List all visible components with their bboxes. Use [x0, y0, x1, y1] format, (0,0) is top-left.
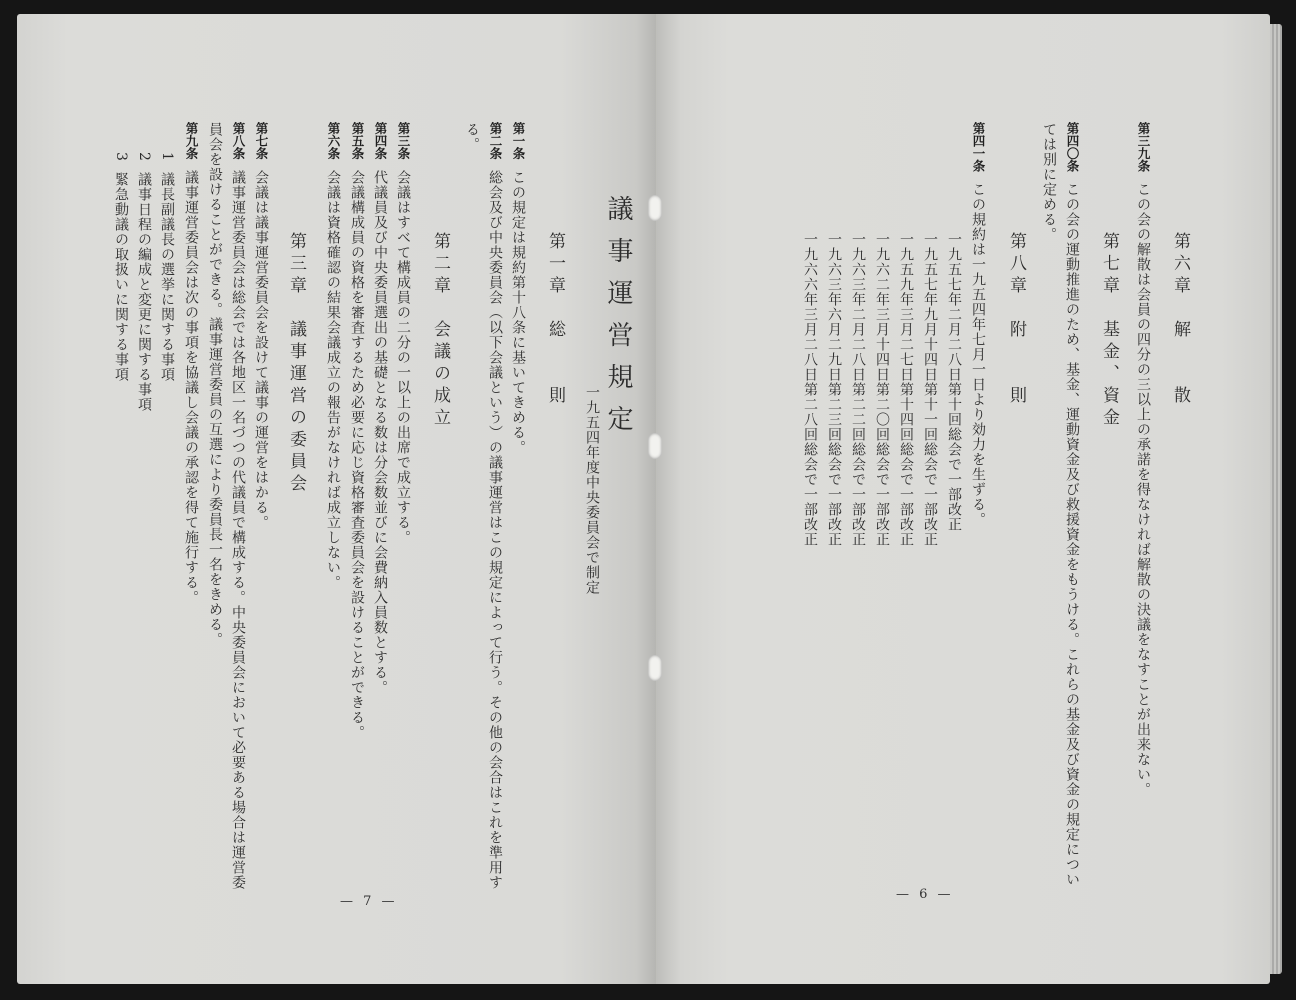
- article-9-label: 第九条: [184, 122, 199, 160]
- amendment-line: 一九五七年九月十四日第十一回総会で一部改正: [922, 232, 938, 547]
- article-40-continued: ては別に定める。: [1041, 122, 1057, 242]
- article-8-text: 議事運営委員会は総会では各地区一名づつの代議員で構成する。中央委員会において必要ある場合は運営委: [230, 169, 246, 890]
- article-1-text: この規定は規約第十八条に基いてきめる。: [510, 169, 526, 455]
- amendment-line: 一九六六年三月二八日第二八回総会で一部改正: [802, 232, 818, 547]
- article-1-label: 第一条: [511, 122, 526, 160]
- article-2: [485, 122, 505, 890]
- article-3-text: 会議はすべて構成員の二分の一以上の出席で成立する。: [395, 169, 411, 545]
- article-40-text: この会の運動推進のため、基金、運動資金及び救援資金をもうける。これらの基金及び資金の規定につい: [1064, 182, 1080, 887]
- article-8-continued: 員会を設けることができる。議事運営委員の互選により委員長一名をきめる。: [207, 122, 223, 647]
- staple-hole-bottom: [648, 655, 662, 681]
- article-1: [508, 122, 528, 455]
- amendment-line: 一九六三年六月二九日第二三回総会で一部改正: [826, 232, 842, 547]
- article-39-label: 第三九条: [1136, 122, 1151, 172]
- article-7-text: 会議は議事運営委員会を設けて議事の運営をはかる。: [253, 169, 269, 530]
- article-41-label: 第四一条: [971, 122, 986, 172]
- list-item-1-text: 議長副議長の選挙に関する事項: [159, 171, 175, 382]
- list-item-1: [157, 152, 176, 382]
- article-39: [1133, 122, 1153, 797]
- article-6-label: 第六条: [326, 122, 341, 160]
- page-number-right: — 6 —: [896, 887, 954, 902]
- article-9-text: 議事運営委員会は次の事項を協議し会議の承認を得て施行する。: [183, 169, 199, 605]
- article-7: [251, 122, 271, 530]
- list-item-2-number: 2: [136, 152, 152, 162]
- article-5: [347, 122, 367, 740]
- right-page: [656, 14, 1270, 984]
- amendment-line: 一九五九年三月二七日第十四回総会で一部改正: [898, 232, 914, 547]
- article-39-text: この会の解散は会員の四分の三以上の承諾を得なければ解散の決議をなすことが出来ない。: [1135, 182, 1151, 797]
- staple-hole-top: [648, 195, 662, 221]
- article-5-label: 第五条: [350, 122, 365, 160]
- list-item-3-number: 3: [113, 152, 129, 162]
- chapter-8-heading: 第八章 附 則: [1006, 232, 1026, 408]
- article-6-text: 会議は資格確認の結果会議成立の報告がなければ成立しない。: [325, 169, 341, 590]
- article-4: [370, 122, 390, 695]
- article-40-label: 第四〇条: [1065, 122, 1080, 172]
- article-8-label: 第八条: [231, 122, 246, 160]
- article-3: [393, 122, 413, 545]
- article-6: [323, 122, 343, 590]
- list-item-3: [111, 152, 130, 382]
- article-4-label: 第四条: [373, 122, 388, 160]
- article-2-text: 総会及び中央委員会（以下会議という）の議事運営はこの規定によって行う。その他の会合はこれを準用す: [487, 169, 503, 890]
- document-title: 議事運営規定: [603, 195, 633, 447]
- article-3-label: 第三条: [396, 122, 411, 160]
- article-8: [228, 122, 248, 890]
- article-2-label: 第二条: [488, 122, 503, 160]
- amendment-line: 一九六三年二月二八日第二二回総会で一部改正: [850, 232, 866, 547]
- list-item-1-number: 1: [159, 152, 175, 162]
- chapter-3-heading: 第三章 議事運営の委員会: [286, 232, 306, 496]
- article-40: [1062, 122, 1082, 887]
- page-number-left: — 7 —: [340, 894, 398, 909]
- chapter-6-heading: 第六章 解 散: [1170, 232, 1190, 408]
- list-item-2: [134, 152, 153, 412]
- chapter-7-heading: 第七章 基金、資金: [1099, 232, 1119, 430]
- chapter-2-heading: 第二章 会議の成立: [430, 232, 450, 430]
- chapter-1-heading: 第一章 総 則: [545, 232, 565, 408]
- article-2-continued: る。: [464, 122, 480, 152]
- amendment-line: 一九六二年三月十四日第二〇回総会で一部改正: [874, 232, 890, 547]
- article-41-text: この規約は一九五四年七月一日より効力を生ずる。: [970, 182, 986, 527]
- list-item-2-text: 議事日程の編成と変更に関する事項: [136, 171, 152, 412]
- article-4-text: 代議員及び中央委員選出の基礎となる数は分会数並びに会費納入員数とする。: [372, 169, 388, 695]
- article-9: [181, 122, 201, 605]
- staple-hole-middle: [648, 433, 662, 459]
- article-7-label: 第七条: [254, 122, 269, 160]
- document-subtitle: 一九五四年度中央委員会で制定: [584, 385, 600, 595]
- list-item-3-text: 緊急動議の取扱いに関する事項: [113, 171, 129, 382]
- page-edges: [1270, 24, 1282, 974]
- amendment-line: 一九五七年二月二八日第十回総会で一部改正: [946, 232, 962, 532]
- article-41: [968, 122, 988, 527]
- article-5-text: 会議構成員の資格を審査するため必要に応じ資格審査委員会を設けることができる。: [349, 169, 365, 740]
